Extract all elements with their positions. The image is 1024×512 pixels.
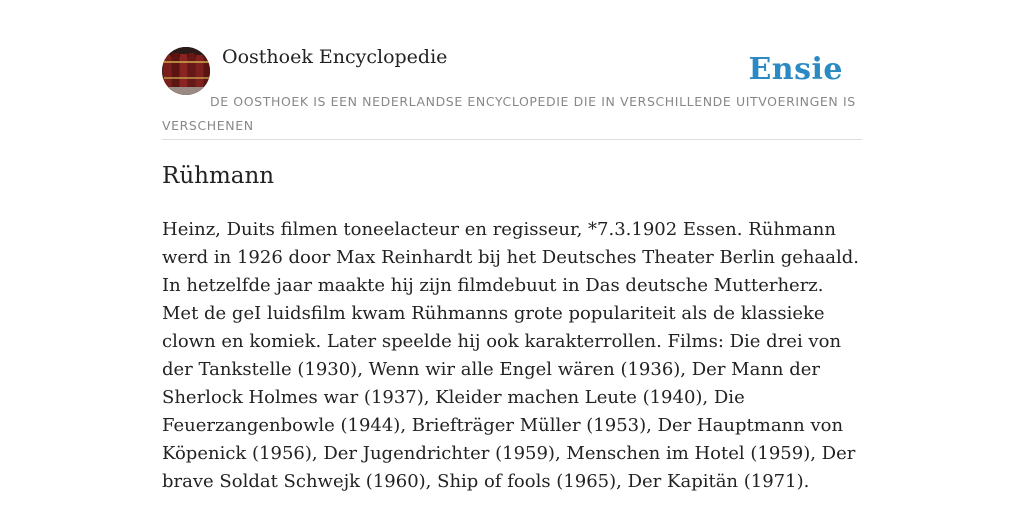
book-spines-icon[interactable] [162, 47, 210, 95]
brand-logo[interactable]: Ensie [748, 52, 843, 87]
entry-title: Rühmann [162, 163, 275, 189]
entry-body: Heinz, Duits filmen toneelacteur en regisseur, *7.3.1902 Essen. Rühmann werd in 1926 door Max Reinhardt bij het Deutsches Theater Berlin gehaald. In hetzelfde jaar maakte hij zijn filmdebuut in Das deutsche Mutterherz. Met de geI luidsfilm kwam Rühmanns grote populariteit als de klassieke clown en komiek. Later speelde hij ook karakterrollen. Films: Die drei von der Tankstelle (1930), Wenn wir alle Engel wären (1936), Der Mann der Sherlock Holmes war (1937), Kleider machen Leute (1940), Die Feuerzangenbowle (1944), Briefträger Müller (1953), Der Hauptmann von Köpenick (1956), Der Jugendrichter (1959), Menschen im Hotel (1959), Der brave Soldat Schwejk (1960), Ship of fools (1965), Der Kapitän (1971). [162, 219, 859, 492]
page [162, 0, 862, 512]
divider [162, 139, 862, 140]
header [162, 0, 862, 140]
source-title[interactable]: Oosthoek Encyclopedie [222, 46, 448, 68]
source-description: DE OOSTHOEK IS EEN NEDERLANDSE ENCYCLOPEDIE DIE IN VERSCHILLENDE UITVOERINGEN IS VERSCHENEN [162, 94, 856, 133]
